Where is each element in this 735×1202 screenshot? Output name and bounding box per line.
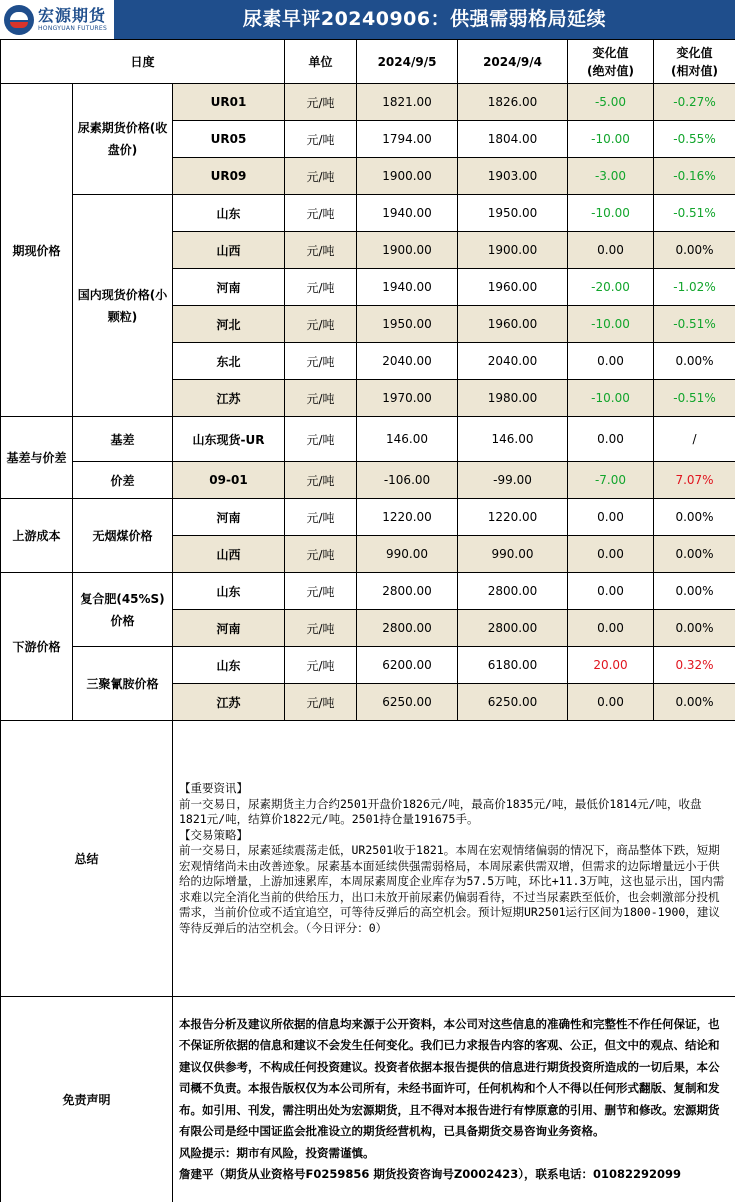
row-value-2: 2800.00 xyxy=(458,610,568,647)
row-value-2: 2800.00 xyxy=(458,573,568,610)
row-unit: 元/吨 xyxy=(285,536,357,573)
table-row xyxy=(1,84,735,121)
disclaimer-body: 本报告分析及建议所依据的信息均来源于公开资料，本公司对这些信息的准确性和完整性不作任何保证，也不保证所依据的信息和建议不会发生任何变化。我们已力求报告内容的客观、公正，但文中的观点、结论和建议仅供参考，不构成任何投资建议。投资者依据本报告提供的信息进行期货投资所造成的一切后果，本公司概不负责。本报告版权仅为本公司所有，未经书面许可，任何机构和个人不得以任何形式翻版、复制和发布。如引用、刊发，需注明出处为宏源期货，且不得对本报告进行有悖原意的引用、删节和修改。宏源期货有限公司是经中国证监会批准设立的期货经营机构，已具备期货交易咨询业务资格。 xyxy=(179,1016,720,1138)
row-change-abs: -10.00 xyxy=(568,121,654,158)
summary-line: 【重要资讯】 xyxy=(179,781,248,795)
row-value-2: -99.00 xyxy=(458,462,568,499)
row-value-2: 6250.00 xyxy=(458,684,568,721)
row-change-rel: 0.00% xyxy=(654,573,735,610)
row-change-abs: 0.00 xyxy=(568,499,654,536)
row-change-rel: 0.32% xyxy=(654,647,735,684)
row-change-rel: -0.16% xyxy=(654,158,735,195)
row-change-rel: -0.51% xyxy=(654,380,735,417)
row-change-abs: -20.00 xyxy=(568,269,654,306)
row-unit: 元/吨 xyxy=(285,343,357,380)
row-item: 江苏 xyxy=(173,380,285,417)
row-change-rel: -0.51% xyxy=(654,306,735,343)
row-unit: 元/吨 xyxy=(285,610,357,647)
row-change-rel: 0.00% xyxy=(654,536,735,573)
group-spot-futures: 期现价格 xyxy=(1,84,73,417)
row-change-abs: -10.00 xyxy=(568,306,654,343)
group-basis-spread: 基差与价差 xyxy=(1,417,73,499)
row-change-abs: 0.00 xyxy=(568,536,654,573)
row-value-2: 990.00 xyxy=(458,536,568,573)
row-value-1: 1950.00 xyxy=(357,306,458,343)
row-item: 山东现货-UR xyxy=(173,417,285,462)
group-anthracite: 无烟煤价格 xyxy=(73,499,173,573)
logo-mark-icon xyxy=(4,5,34,35)
table-row xyxy=(1,647,735,684)
row-change-abs: 0.00 xyxy=(568,573,654,610)
row-unit: 元/吨 xyxy=(285,158,357,195)
row-unit: 元/吨 xyxy=(285,121,357,158)
group-compound: 复合肥(45%S)价格 xyxy=(73,573,173,647)
row-value-1: -106.00 xyxy=(357,462,458,499)
group-upstream: 上游成本 xyxy=(1,499,73,573)
row-value-2: 1903.00 xyxy=(458,158,568,195)
row-value-1: 6200.00 xyxy=(357,647,458,684)
row-change-abs: 0.00 xyxy=(568,417,654,462)
row-unit: 元/吨 xyxy=(285,462,357,499)
row-change-rel: 7.07% xyxy=(654,462,735,499)
row-change-abs: 20.00 xyxy=(568,647,654,684)
summary-label: 总结 xyxy=(1,721,173,997)
disclaimer-label: 免责声明 xyxy=(1,997,173,1202)
row-unit: 元/吨 xyxy=(285,269,357,306)
row-change-rel: -0.27% xyxy=(654,84,735,121)
row-value-2: 1900.00 xyxy=(458,232,568,269)
row-unit: 元/吨 xyxy=(285,499,357,536)
row-change-rel: 0.00% xyxy=(654,343,735,380)
header-change-rel: 变化值 (相对值) xyxy=(654,40,735,84)
row-unit: 元/吨 xyxy=(285,306,357,343)
row-change-rel: / xyxy=(654,417,735,462)
row-value-1: 1900.00 xyxy=(357,232,458,269)
row-item: 山东 xyxy=(173,647,285,684)
row-item: 江苏 xyxy=(173,684,285,721)
row-unit: 元/吨 xyxy=(285,684,357,721)
row-value-1: 146.00 xyxy=(357,417,458,462)
row-change-rel: 0.00% xyxy=(654,610,735,647)
row-item: 河北 xyxy=(173,306,285,343)
header-date-1: 2024/9/5 xyxy=(357,40,458,84)
row-change-abs: 0.00 xyxy=(568,684,654,721)
row-value-1: 2040.00 xyxy=(357,343,458,380)
summary-text xyxy=(173,721,735,997)
disclaimer-row xyxy=(1,997,735,1202)
row-change-abs: -10.00 xyxy=(568,380,654,417)
logo-name-en: HONGYUAN FUTURES xyxy=(38,24,108,32)
row-value-2: 1804.00 xyxy=(458,121,568,158)
row-change-rel: -0.51% xyxy=(654,195,735,232)
group-melamine: 三聚氰胺价格 xyxy=(73,647,173,721)
row-value-2: 1220.00 xyxy=(458,499,568,536)
summary-line: 前一交易日，尿素期货主力合约2501开盘价1826元/吨，最高价1835元/吨，最低价1814元/吨，收盘1821元/吨，结算价1822元/吨。2501持仓量191675手。 xyxy=(179,796,702,826)
row-unit: 元/吨 xyxy=(285,84,357,121)
row-item: 09-01 xyxy=(173,462,285,499)
row-value-1: 1220.00 xyxy=(357,499,458,536)
row-value-1: 6250.00 xyxy=(357,684,458,721)
row-item: 东北 xyxy=(173,343,285,380)
risk-warning: 风险提示：期市有风险，投资需谨慎。 xyxy=(179,1145,375,1160)
row-change-rel: 0.00% xyxy=(654,499,735,536)
row-value-1: 1940.00 xyxy=(357,269,458,306)
header-unit: 单位 xyxy=(285,40,357,84)
row-item: 河南 xyxy=(173,499,285,536)
row-change-abs: 0.00 xyxy=(568,343,654,380)
row-value-1: 2800.00 xyxy=(357,610,458,647)
table-row xyxy=(1,462,735,499)
row-change-rel: 0.00% xyxy=(654,684,735,721)
row-change-abs: -10.00 xyxy=(568,195,654,232)
row-value-1: 1794.00 xyxy=(357,121,458,158)
group-downstream: 下游价格 xyxy=(1,573,73,721)
row-value-2: 1826.00 xyxy=(458,84,568,121)
row-item: 山东 xyxy=(173,573,285,610)
author-contact: 詹建平（期货从业资格号F0259856 期货投资咨询号Z0002423），联系电话：01082292099 xyxy=(179,1167,681,1181)
row-change-abs: 0.00 xyxy=(568,610,654,647)
report-title: 尿素早评20240906：供强需弱格局延续 xyxy=(242,8,607,30)
row-unit: 元/吨 xyxy=(285,573,357,610)
row-item: UR05 xyxy=(173,121,285,158)
row-value-2: 146.00 xyxy=(458,417,568,462)
row-item: UR01 xyxy=(173,84,285,121)
row-unit: 元/吨 xyxy=(285,195,357,232)
group-spot-domestic: 国内现货价格(小颗粒) xyxy=(73,195,173,417)
group-futures-close: 尿素期货价格(收盘价) xyxy=(73,84,173,195)
price-table xyxy=(0,39,735,1202)
row-value-1: 2800.00 xyxy=(357,573,458,610)
row-value-1: 1900.00 xyxy=(357,158,458,195)
table-row xyxy=(1,499,735,536)
row-value-2: 1960.00 xyxy=(458,269,568,306)
row-unit: 元/吨 xyxy=(285,417,357,462)
row-item: 河南 xyxy=(173,610,285,647)
row-change-abs: -5.00 xyxy=(568,84,654,121)
row-value-2: 1980.00 xyxy=(458,380,568,417)
header-date-2: 2024/9/4 xyxy=(458,40,568,84)
group-basis: 基差 xyxy=(73,417,173,462)
row-change-abs: -3.00 xyxy=(568,158,654,195)
row-value-1: 1821.00 xyxy=(357,84,458,121)
report-header xyxy=(0,0,735,39)
table-row xyxy=(1,195,735,232)
table-header-row xyxy=(1,40,735,84)
row-change-abs: -7.00 xyxy=(568,462,654,499)
row-change-rel: -1.02% xyxy=(654,269,735,306)
row-item: 河南 xyxy=(173,269,285,306)
row-value-1: 1970.00 xyxy=(357,380,458,417)
header-date: 日度 xyxy=(1,40,285,84)
row-item: 山西 xyxy=(173,536,285,573)
row-item: 山西 xyxy=(173,232,285,269)
row-unit: 元/吨 xyxy=(285,232,357,269)
summary-line: 【交易策略】 xyxy=(179,827,248,842)
row-value-2: 1950.00 xyxy=(458,195,568,232)
table-row xyxy=(1,417,735,462)
disclaimer-text xyxy=(173,997,735,1202)
table-row xyxy=(1,573,735,610)
row-change-rel: 0.00% xyxy=(654,232,735,269)
row-value-2: 2040.00 xyxy=(458,343,568,380)
row-unit: 元/吨 xyxy=(285,647,357,684)
company-logo xyxy=(0,0,114,39)
row-change-abs: 0.00 xyxy=(568,232,654,269)
group-spread: 价差 xyxy=(73,462,173,499)
row-value-2: 1960.00 xyxy=(458,306,568,343)
logo-name-cn: 宏源期货 xyxy=(38,5,107,25)
summary-row xyxy=(1,721,735,997)
row-value-2: 6180.00 xyxy=(458,647,568,684)
header-change-abs: 变化值 (绝对值) xyxy=(568,40,654,84)
row-value-1: 1940.00 xyxy=(357,195,458,232)
summary-line: 前一交易日，尿素延续震荡走低，UR2501收于1821。本周在宏观情绪偏弱的情况下，商品整体下跌，短期宏观情绪尚未由改善迹象。尿素基本面延续供强需弱格局，本周尿素供需双增，但需求的边际增量远小于供给的边际增量，上游加速累库，本周尿素周度企业库存为57.5万吨，环比+11.3万吨，这也显示出，国内需求难以完全消化当前的供给压力，出口未放开前尿素仍偏弱看待，不过当尿素跌至低价，也会刺激部分投机需求，当前价位或不适宜追空，可等待反弹后的高空机会。预计短期UR2501运行区间为1800-1900，建议等待反弹后的沽空机会。（今日评分：0） xyxy=(179,843,725,935)
row-value-1: 990.00 xyxy=(357,536,458,573)
row-change-rel: -0.55% xyxy=(654,121,735,158)
row-item: UR09 xyxy=(173,158,285,195)
row-unit: 元/吨 xyxy=(285,380,357,417)
row-item: 山东 xyxy=(173,195,285,232)
